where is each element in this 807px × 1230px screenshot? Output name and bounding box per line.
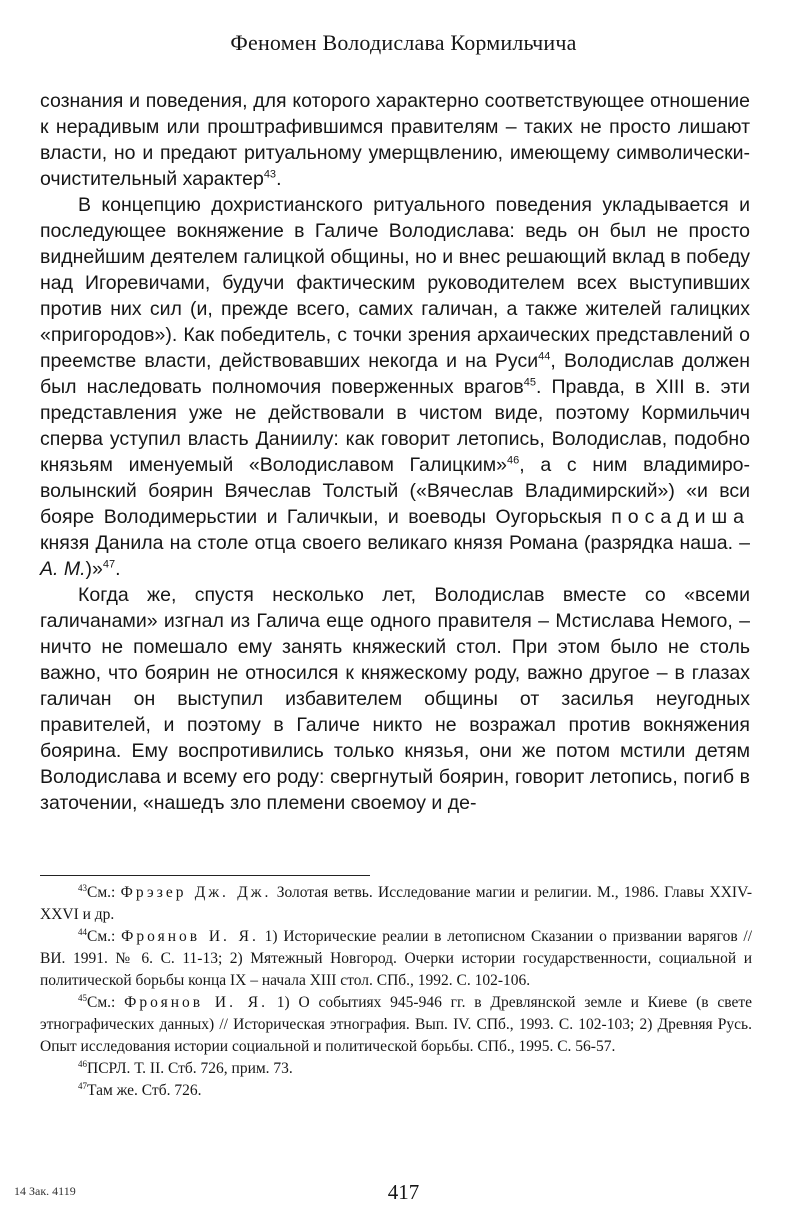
footnote-author: Фроянов И. Я.: [124, 994, 268, 1011]
footnotes: [40, 882, 752, 1102]
footnote-47: $^{47}$Там же. Стб. 726.: [78, 1080, 202, 1099]
paragraph-1-text: сознания и поведения, для которого характерно соответствующее отношение к нерадивым или проштрафившимся правителям – таких не просто лишают власти, но и предают ритуальному умерщвлению, имеющему символически-очистительный характер: [40, 90, 750, 190]
footnote-45: $^{45}$См.: Фроянов И. Я. 1) О событиях 945-946 гг. в Древлянской земле и Киеве (в свете этнографических данных) // Историческая этнография. Вып. IV. СПб., 1993. С. 102-103; 2) Древняя Русь. Опыт исследования истории социальной и политической борьбы. СПб., 1995. С. 56-57.: [40, 992, 753, 1055]
footnote-ref-44[interactable]: 44: [538, 350, 551, 363]
footnote-ref-47[interactable]: 47: [102, 558, 116, 571]
footnote-44: $^{44}$См.: Фроянов И. Я. 1) Исторические реалии в летописном Сказании о призвании варягов // ВИ. 1991. № 6. С. 11-13; 2) Мятежный Новгород. Очерки истории государственности, социальной и политической борьбы конца IX – начала XIII стол. СПб., 1992. С. 102-106.: [40, 926, 753, 989]
paragraph-3: [40, 582, 750, 816]
printer-signature: 14 Зак. 4119: [14, 1184, 76, 1198]
footnote-divider: [40, 875, 370, 876]
page-number: 417: [387, 1180, 420, 1204]
footnote-46: $^{46}$ПСРЛ. Т. II. Стб. 726, прим. 73.: [78, 1058, 293, 1077]
footnote-ref-46[interactable]: 46: [506, 454, 520, 467]
paragraph-2: В концепцию дохристианского ритуального поведения укладывается и последующее вокняжение в Галиче Володислава: ведь он был не просто виднейшим деятелем галицкой общины, но и внес решающий вклад в победу над Игоревичами, будучи фактическим руководителем всех выступивших против них сил (и, прежде всего, самих галичан, а также жителей галицких «пригородов»). Как победитель, с точки зрения архаических представлений о преемстве власти, действовавших некогда и на Руси$^{44}$, Володислав должен был наследовать полномочия поверженных врагов$^{45}$. Правда, в XIII в. эти представления уже не действовали в чистом виде, поэтому Кормильчич сперва уступил власть Даниилу: как говорит летопись, Володислав, подобно князьям именуемый «Володиславом Галицким»$^{46}$, а с ним владимиро-волынский боярин Вячеслав Толстый («Вячеслав Владимирский») «и вси бояре Володимерьстии и Галичкыи, и воеводы Оугорьскыя посадиша князя Данила на столе отца своего великаго князя Романа (разрядка наша. – А. М.)»$^{47}$.: [40, 194, 751, 580]
footnote-ref-45[interactable]: 45: [523, 376, 536, 389]
footnote-author: Фроянов И. Я.: [121, 928, 259, 945]
spaced-emphasis: посадиша: [611, 506, 751, 528]
footnote-ref-43[interactable]: 43: [263, 168, 277, 181]
paragraph-3-text: Когда же, спустя несколько лет, Володислав вместе со «всеми галичанами» изгнал из Галича еще одного правителя – Мстислава Немого, – ничто не помешало ему занять княжеский стол. При этом было не столь важно, что боярин не относился к княжескому роду, важно другое – в глазах галичан он выступил избавителем общины от засилья неугодных правителей, и поэтому в Галиче никто не возражал против вокняжения боярина. Ему воспротивились только князья, они же потом мстили детям Володислава и всему его роду: свергнутый боярин, говорит летопись, погиб в заточении, «нашедъ зло племени своемоу и де-: [40, 584, 750, 814]
paragraph-1: сознания и поведения, для которого характерно соответствующее отношение к нерадивым или проштрафившимся правителям – таких не просто лишают власти, но и предают ритуальному умерщвлению, имеющему символически-очистительный характер$^{43}$.: [40, 90, 750, 190]
main-text: [40, 88, 750, 816]
author-initials: А. М.: [40, 558, 86, 580]
footnote-43: $^{43}$См.: Фрэзер Дж. Дж. Золотая ветвь. Исследование магии и религии. М., 1986. Главы XXIV-XXVI и др.: [40, 882, 753, 923]
footnote-author: Фрэзер Дж. Дж.: [120, 884, 272, 901]
running-title: Феномен Володислава Кормильчича: [230, 30, 577, 55]
